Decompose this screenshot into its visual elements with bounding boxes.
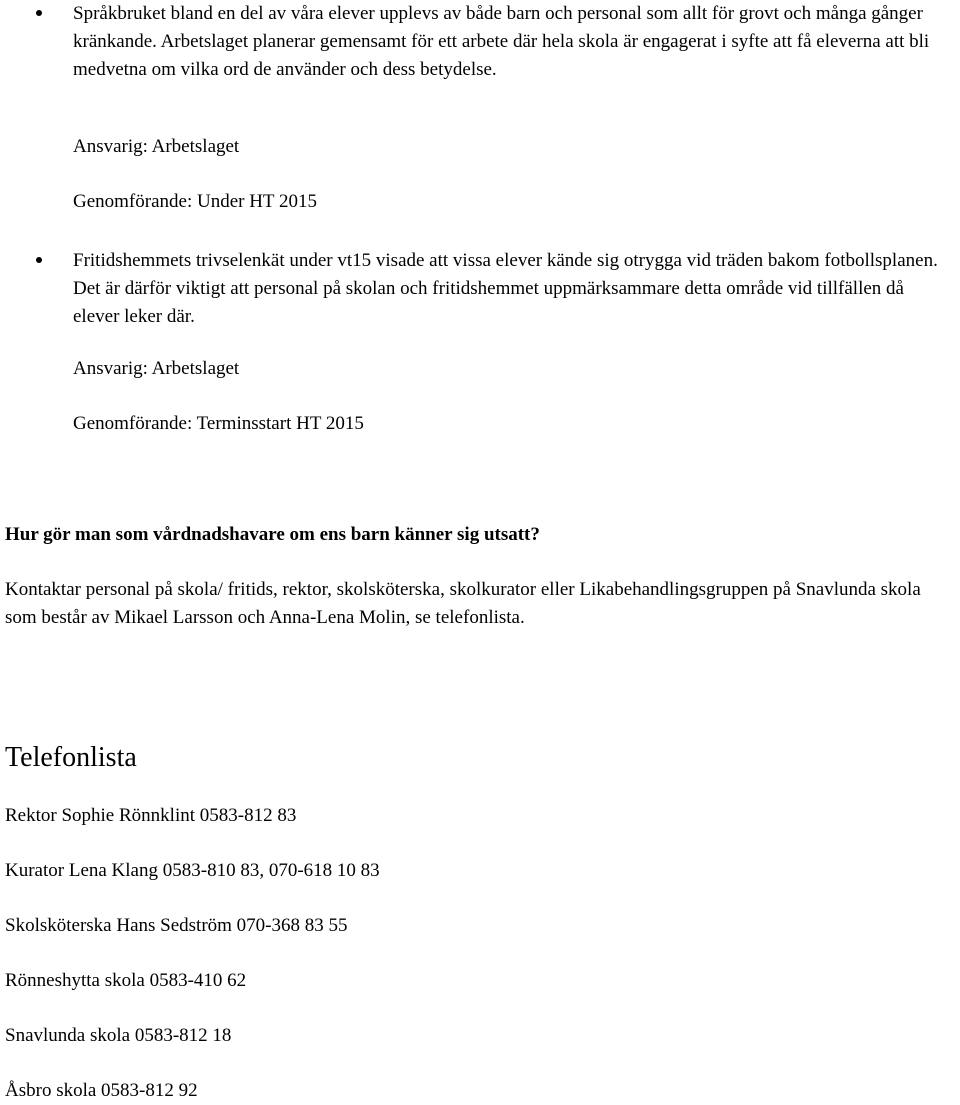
phone-entry: Snavlunda skola 0583-812 18	[5, 1025, 232, 1046]
phone-entry: Kurator Lena Klang 0583-810 83, 070-618 10 83	[5, 860, 380, 881]
responsible-line: Ansvarig: Arbetslaget	[73, 136, 240, 157]
phone-entry: Åsbro skola 0583-812 92	[5, 1080, 198, 1101]
phone-entry: Rönneshytta skola 0583-410 62	[5, 970, 247, 991]
phone-entry: Skolsköterska Hans Sedström 070-368 83 55	[5, 915, 348, 936]
bullet-icon	[36, 10, 42, 16]
implementation-line: Genomförande: Terminsstart HT 2015	[73, 413, 364, 434]
bullet-text: Språkbruket bland en del av våra elever upplevs av både barn och personal som allt för grovt och många gånger kränkande. Arbetslaget planerar gemensamt för ett arbete där hela skola är engagerat i syfte att få eleverna att bli medvetna om vilka ord de använder och dess betydelse.	[73, 3, 930, 80]
bullet-icon	[36, 257, 42, 263]
section-heading: Hur gör man som vårdnadshavare om ens barn känner sig utsatt?	[5, 524, 540, 545]
responsible-line: Ansvarig: Arbetslaget	[73, 358, 240, 379]
implementation-line: Genomförande: Under HT 2015	[73, 191, 317, 212]
phone-entry: Rektor Sophie Rönnklint 0583-812 83	[5, 805, 297, 826]
bullet-text: Fritidshemmets trivselenkät under vt15 visade att vissa elever kände sig otrygga vid träden bakom fotbollsplanen. Det är därför viktigt att personal på skolan och fritidshemmet uppmärksammare detta område vid tillfällen då elever leker där.	[73, 250, 938, 327]
phone-list-title: Telefonlista	[5, 742, 137, 773]
section-paragraph: Kontaktar personal på skola/ fritids, rektor, skolsköterska, skolkurator eller Likabehandlingsgruppen på Snavlunda skola som består av Mikael Larsson och Anna-Lena Molin, se telefonlista.	[5, 579, 921, 628]
